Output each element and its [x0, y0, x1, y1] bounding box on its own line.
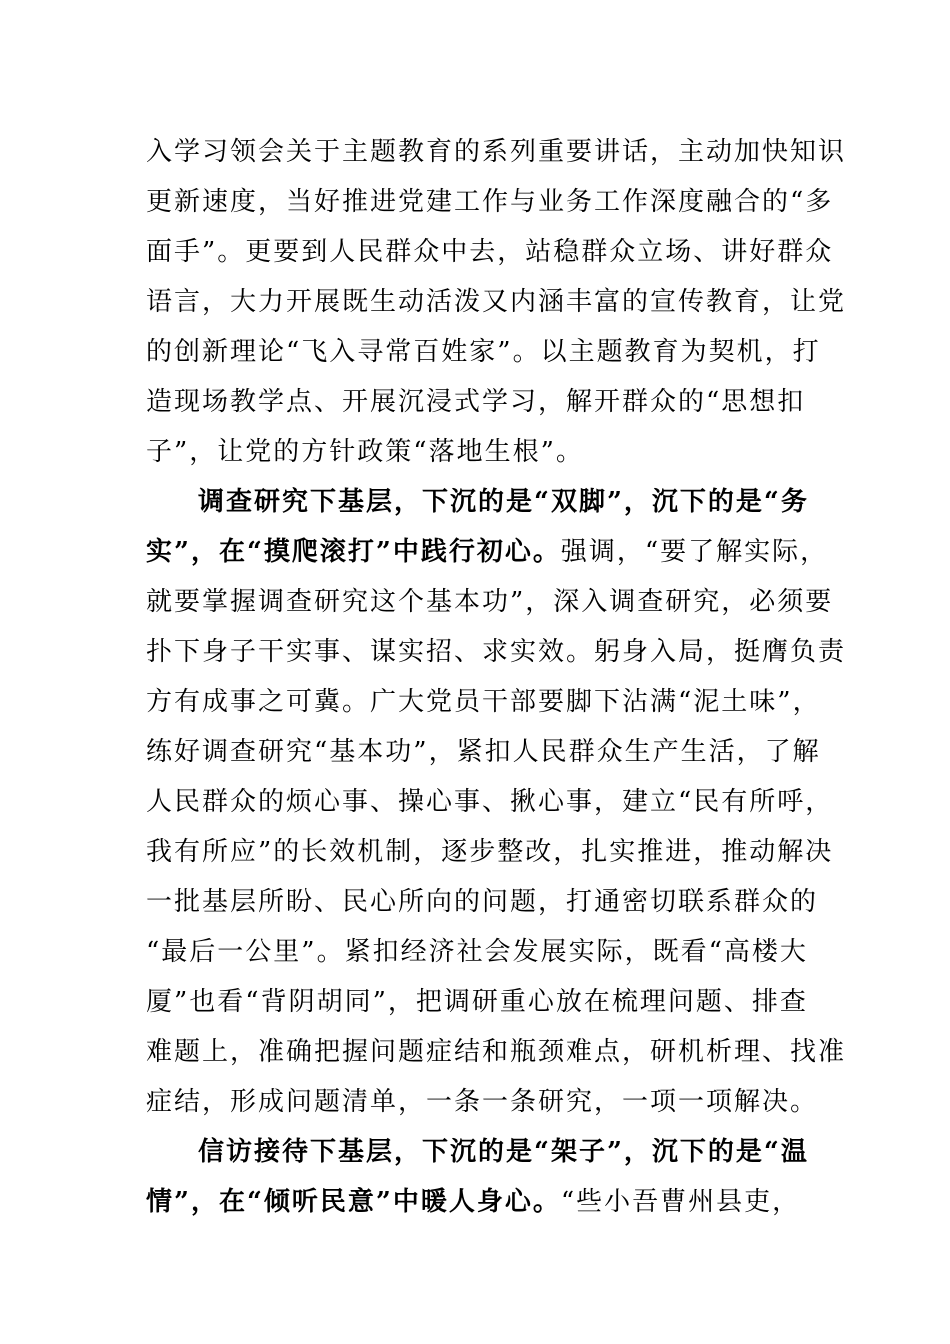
paragraph-3: [146, 1127, 836, 1227]
text-line: 一批基层所盼、民心所向的问题，打通密切联系群众的: [146, 887, 819, 917]
text-line: [146, 527, 836, 577]
section-heading-line: 调查研究下基层，下沉的是“双脚”，沉下的是“务: [198, 487, 809, 517]
text-line: 症结，形成问题清单，一条一条研究，一项一项解决。: [146, 1087, 819, 1117]
text-line: 就要掌握调查研究这个基本功”，深入调查研究，必须要: [146, 587, 834, 617]
paragraph-1: [146, 127, 847, 477]
text-line: 更新速度，当好推进党建工作与业务工作深度融合的“多: [146, 187, 834, 217]
text-line: 面手”。更要到人民群众中去，站稳群众立场、讲好群众: [146, 237, 834, 267]
text-line: 的创新理论“飞入寻常百姓家”。以主题教育为契机，打: [146, 337, 821, 367]
text-line: 子”，让党的方针政策“落地生根”。: [146, 437, 584, 467]
text-line: 人民群众的烦心事、操心事、揪心事，建立“民有所呼，: [146, 787, 834, 817]
text-line: 扑下身子干实事、谋实招、求实效。躬身入局，挺膺负责: [146, 637, 847, 667]
text-line: 我有所应”的长效机制，逐步整改，扎实推进，推动解决: [146, 837, 834, 867]
text-line: 造现场教学点、开展沉浸式学习，解开群众的“思想扣: [146, 387, 806, 417]
text-line: [146, 1177, 836, 1227]
text-line: 入学习领会关于主题教育的系列重要讲话，主动加快知识: [146, 137, 847, 167]
text-line: 语言，大力开展既生动活泼又内涵丰富的宣传教育，让党: [146, 287, 847, 317]
section-heading-text: 情”，在“倾听民意”中暖人身心。: [146, 1187, 561, 1217]
text-line: “最后一公里”。紧扣经济社会发展实际，既看“高楼大: [146, 937, 808, 967]
document-page: [146, 127, 847, 1227]
section-heading-text: 实”，在“摸爬滚打”中践行初心。: [146, 537, 561, 567]
paragraph-2: [146, 477, 847, 1127]
section-heading-line: 信访接待下基层，下沉的是“架子”，沉下的是“温: [198, 1137, 809, 1167]
text-span: 强调，“要了解实际，: [560, 537, 829, 567]
text-line: 难题上，准确把握问题症结和瓶颈难点，研机析理、找准: [146, 1037, 847, 1067]
text-line: 厦”也看“背阴胡同”，把调研重心放在梳理问题、排查: [146, 987, 808, 1017]
text-line: 方有成事之可冀。广大党员干部要脚下沾满“泥土味”，: [146, 687, 821, 717]
text-line: 练好调查研究“基本功”，紧扣人民群众生产生活，了解: [146, 737, 821, 767]
text-span: “些小吾曹州县吏，: [560, 1187, 801, 1217]
